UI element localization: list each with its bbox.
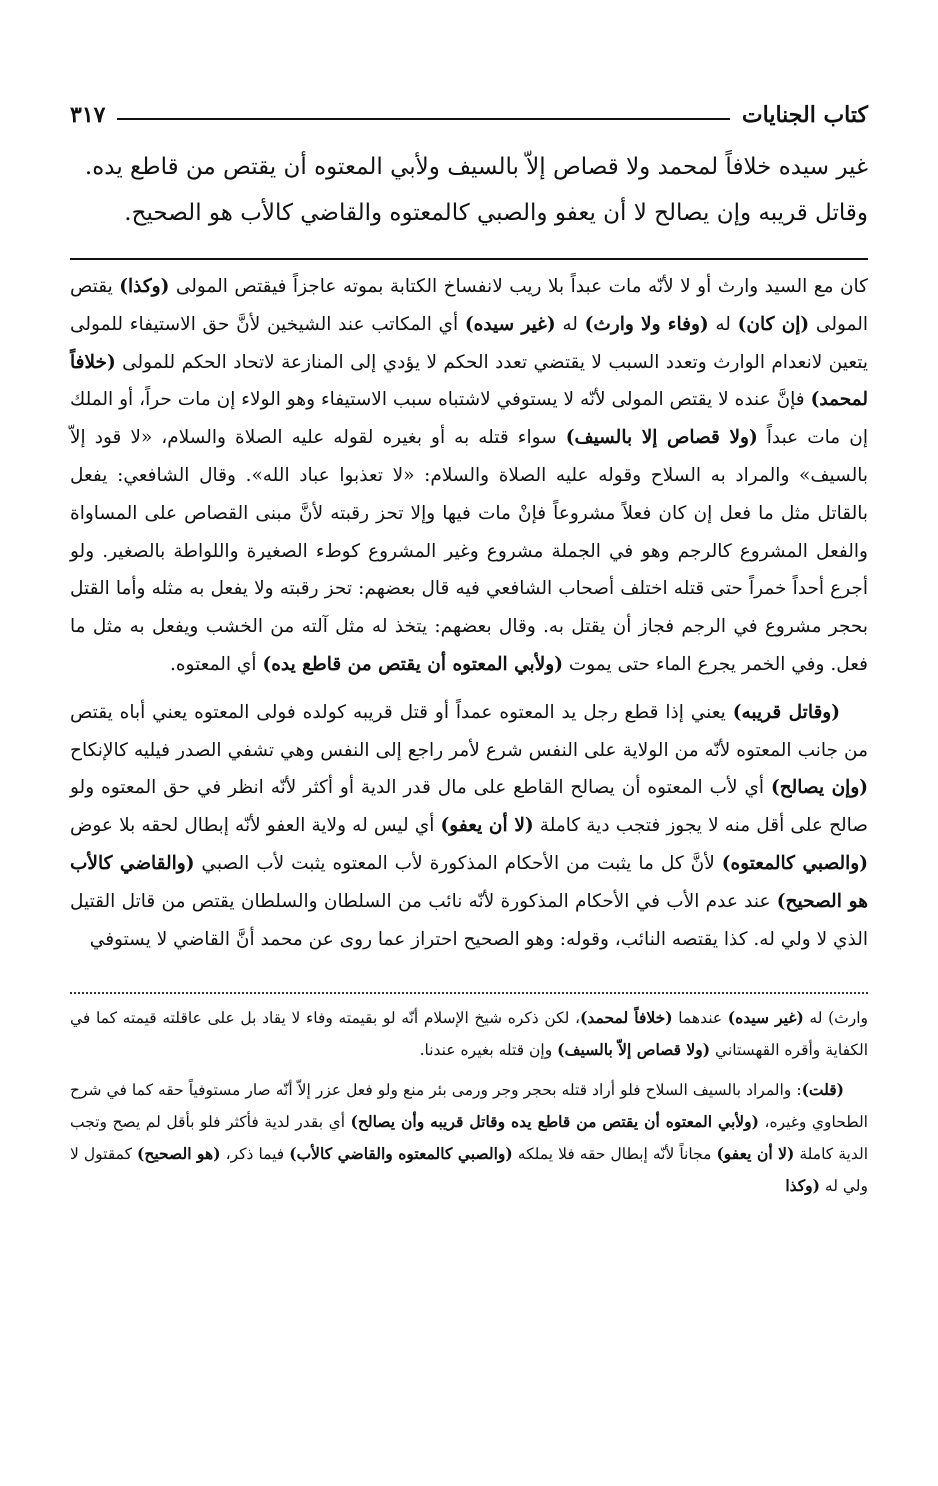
bold-quote-segment: (ولأبي المعتوه أن يقتص من قاطع يده): [262, 653, 563, 675]
text-segment: أي المكاتب عند الشيخين لأنَّ حق الاستيفاء للمولى يتعين لانعدام الوارث وتعدد السبب لا يقتضي تعدد الحكم لا يؤدي إلى المنازعة لاتحاد الحكم للمولى: [70, 313, 868, 373]
main-text-divider: [70, 258, 868, 260]
bold-quote-segment: (غير سيده): [727, 1008, 804, 1028]
footnotes: [70, 1002, 868, 1202]
bold-quote-segment: (ولا قصاص إلا بالسيف): [565, 427, 758, 449]
commentary-paragraph-2: [70, 694, 868, 959]
text-segment: كمقتول لا ولي له: [70, 1145, 868, 1196]
text-segment: ، لكن ذكره شيخ الإسلام أنّه لو بقيمته وفاء لا يقاد بل على عاقلته قيمته كما في الكفاية وأقره القهستاني: [70, 1009, 868, 1060]
text-segment: سواء قتله به أو بغيره لقوله عليه الصلاة والسلام، «لا قود إلاّ بالسيف» والمراد به السلاح وقوله عليه الصلاة والسلام: «لا تعذبوا عباد الله». وقال الشافعي: يفعل بالقاتل مثل ما فعل إن كان فعلاً مشروعاً فإنْ مات فيها وإلا تحز رقبته لأنَّ مبنى القصاص على المساواة والفعل المشروع كالرجم وهو في الجملة مشروع وغير المشروع كوطء الصغيرة واللواطة بالصغير. ولو أجرع أحداً خمراً حتى قتله اختلف أصحاب الشافعي فيه قال بعضهم: تحز رقبته ولا يفعل به مثله وأما القتل بحجر مشروع في الرجم فجاز أن يقتل به. وقال بعضهم: يتخذ له مثل آلته من الخشب ويفعل به مثل ما فعل. وفي الخمر يجرع الماء حتى يموت: [70, 427, 868, 675]
text-segment: مجاناً لأنّه إبطال حقه فلا يملكه: [512, 1145, 717, 1164]
main-text-line-1: غير سيده خلافاً لمحمد ولا قصاص إلاّ بالسيف ولأبي المعتوه أن يقتص من قاطع يده.: [84, 154, 868, 180]
bold-quote-segment: (وكذا: [785, 1176, 820, 1196]
text-segment: يقتص المولى: [70, 276, 868, 335]
page-number: ٣١٧: [70, 102, 106, 128]
footnote-paragraph-1: [70, 1002, 868, 1066]
bold-quote-segment: (والصبي كالمعتوه والقاضي كالأب): [289, 1144, 513, 1164]
text-segment: له: [555, 313, 585, 335]
text-segment: كان مع السيد وارث أو لا لأنّه مات عبداً بلا ريب لانفساخ الكتابة بموته عاجزاً فيقتص المولى: [169, 276, 868, 297]
text-segment: أي ليس له ولاية العفو لأنّه إبطال لحقه بلا عوض: [70, 815, 441, 837]
bold-quote-segment: (لا أن يعفو): [440, 815, 534, 837]
text-segment: لأنَّ كل ما يثبت من الأحكام المذكورة لأب المعتوه يثبت لأب الصبي: [194, 852, 722, 874]
commentary: [70, 268, 868, 958]
header-rule: [117, 118, 729, 120]
text-segment: وارث) له: [803, 1009, 869, 1028]
bold-quote-segment: (والصبي كالمعتوه): [721, 852, 868, 874]
footnote-paragraph-2: [70, 1074, 868, 1202]
bold-quote-segment: (وكذا): [119, 276, 170, 297]
text-segment: وإن قتله بغيره عندنا.: [419, 1041, 558, 1060]
bold-quote-segment: (إن كان): [737, 313, 810, 335]
bold-quote-segment: (ولا قصاص إلاّ بالسيف): [557, 1040, 711, 1060]
commentary-paragraph-1: [70, 268, 868, 684]
running-header: [70, 88, 868, 128]
text-segment: : والمراد بالسيف السلاح فلو أراد قتله بحجر وجر ورمى بئر منع ولو فعل عزر إلاّ أنّه صار مستوفياً حقه كما في شرح الطحاوي وغيره،: [70, 1081, 868, 1132]
bold-quote-segment: (وإن يصالح): [770, 777, 869, 799]
bold-quote-segment: (لا أن يعفو): [716, 1144, 795, 1164]
bold-quote-segment: (قلت): [801, 1080, 844, 1100]
bold-quote-segment: (ولأبي المعتوه أن يقتص من قاطع يده وقاتل قريبه وأن يصالح): [350, 1112, 759, 1132]
bold-quote-segment: (غير سيده): [464, 313, 556, 335]
main-text: [70, 144, 868, 236]
bold-quote-segment: (خلافاً لمحمد): [70, 351, 868, 411]
text-segment: يعني إذا قطع رجل يد المعتوه عمداً أو قتل قريبه كولده فولى المعتوه يعني أباه يقتص من جانب المعتوه لأنّه من الولاية على النفس شرع لأمر راجع إلى النفس وهي تشفي الصدر فيليه كالإنكاح: [70, 701, 868, 761]
bold-quote-segment: (وفاء ولا وارث): [584, 313, 709, 335]
text-segment: أي المعتوه.: [169, 653, 263, 675]
bold-quote-segment: (وقاتل قريبه): [732, 701, 840, 723]
text-segment: عندهما: [672, 1009, 728, 1028]
main-text-line-2: وقاتل قريبه وإن يصالح لا أن يعفو والصبي كالمعتوه والقاضي كالأب هو الصحيح.: [124, 200, 868, 226]
text-segment: فيما ذكر،: [220, 1145, 290, 1164]
bold-quote-segment: (والقاضي كالأب هو الصحيح): [70, 852, 868, 912]
bold-quote-segment: (هو الصحيح): [137, 1144, 221, 1164]
text-segment: له: [708, 313, 738, 335]
text-segment: عند عدم الأب في الأحكام المذكورة لأنّه نائب من السلطان والسلطان يقتص من قاتل القتيل الذي لا ولي له. كذا يقتصه النائب، وقوله: وهو الصحيح احتراز عما روى عن محمد أنَّ القاضي لا يستوفي: [70, 890, 868, 950]
running-title: كتاب الجنايات: [741, 102, 868, 128]
bold-quote-segment: (خلافاً لمحمد): [580, 1008, 673, 1028]
text-segment: أي لأب المعتوه أن يصالح القاطع على مال قدر الدية أو أكثر لأنّه انظر في حق المعتوه ولو صالح على أقل منه لا يجوز فتجب دية كاملة: [70, 777, 869, 837]
text-segment: أي بقدر لدية فأكثر فلو بأقل لم يصح وتجب الدية كاملة: [70, 1113, 869, 1164]
footnote-divider: [70, 992, 868, 994]
text-segment: فإنَّ عنده لا يقتص المولى لأنّه لا يستوفي لاشتباه سبب الاستيفاء وهو الولاء إن مات حراً، أو الملك إن مات عبداً: [70, 389, 868, 449]
